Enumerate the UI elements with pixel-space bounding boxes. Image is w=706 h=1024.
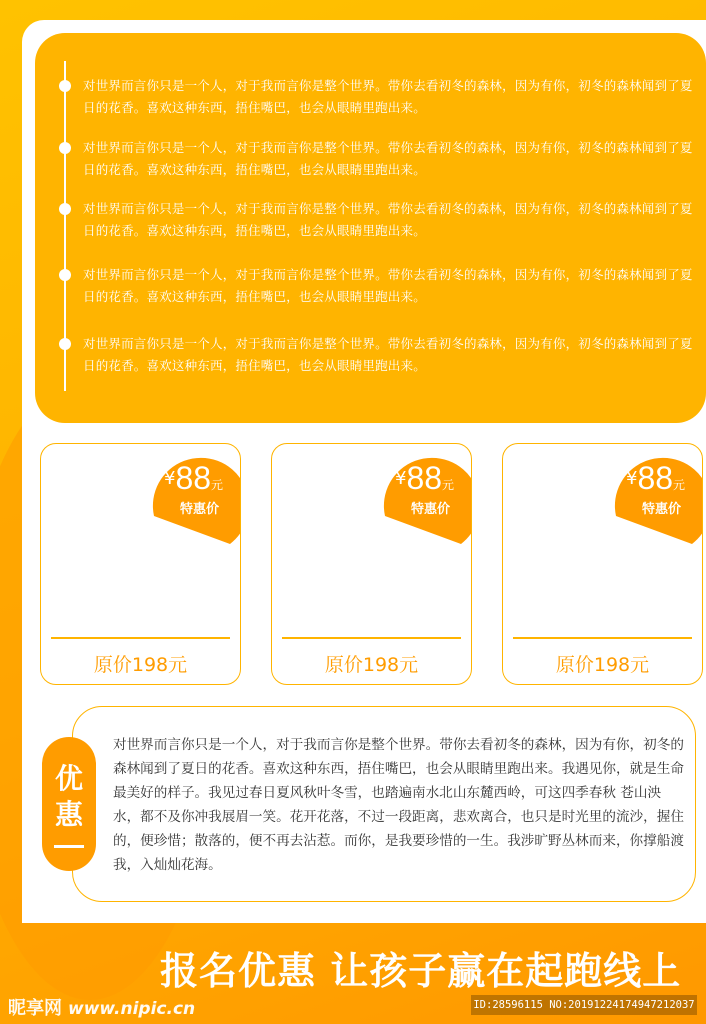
timeline-panel — [35, 33, 706, 423]
promo-body-text: 对世界而言你只是一个人，对于我而言你是整个世界。带你去看初冬的森林，因为有你，初冬的森林闻到了夏日的花香。喜欢这种东西，捂住嘴巴，也会从眼睛里跑出来。我遇见你，就是生命最美好的样子。我见过春日夏风秋叶冬雪，也踏遍南水北山东麓西岭，可这四季春秋 苍山泱水，都不及你冲我展眉一笑。花开花落，不过一段距离，悲欢离合，也只是时光里的流沙，握住的，便珍惜；散落的，便不再去沾惹。而你，是我要珍惜的一生。我涉旷野丛林而来，你撑船渡我，入灿灿花海。 — [113, 737, 684, 873]
price-value: 88 — [406, 460, 443, 496]
footer-slogan: 报名优惠 让孩子赢在起跑线上 — [160, 949, 682, 993]
price-unit: 元 — [673, 478, 686, 492]
price-badge — [148, 446, 241, 550]
discount-price — [626, 460, 685, 497]
original-price: 原价198元 — [324, 654, 419, 676]
price-badge — [379, 446, 472, 550]
timeline-item-text: 对世界而言你只是一个人，对于我而言你是整个世界。带你去看初冬的森林，因为有你，初冬的森林闻到了夏日的花香。喜欢这种东西，捂住嘴巴，也会从眼睛里跑出来。 — [83, 336, 693, 373]
promo-tag-dash — [54, 845, 84, 848]
timeline-dot-icon — [59, 142, 71, 154]
timeline-dot-icon — [59, 338, 71, 350]
discount-price — [164, 460, 223, 497]
promo-text-card — [72, 706, 696, 902]
promo-tag — [42, 737, 96, 871]
timeline-item-text: 对世界而言你只是一个人，对于我而言你是整个世界。带你去看初冬的森林，因为有你，初冬的森林闻到了夏日的花香。喜欢这种东西，捂住嘴巴，也会从眼睛里跑出来。 — [83, 267, 693, 304]
timeline-dot-icon — [59, 269, 71, 281]
discount-label: 特惠价 — [411, 502, 451, 517]
watermark-id: ID:28596115 NO:20191224174947212037 — [471, 995, 697, 1015]
timeline-item-text: 对世界而言你只是一个人，对于我而言你是整个世界。带你去看初冬的森林，因为有你，初冬的森林闻到了夏日的花香。喜欢这种东西，捂住嘴巴，也会从眼睛里跑出来。 — [83, 140, 693, 177]
timeline-dot-icon — [59, 80, 71, 92]
card-divider — [513, 637, 692, 639]
product-card[interactable] — [502, 443, 703, 685]
discount-label: 特惠价 — [642, 502, 682, 517]
timeline-item-text: 对世界而言你只是一个人，对于我而言你是整个世界。带你去看初冬的森林，因为有你，初冬的森林闻到了夏日的花香。喜欢这种东西，捂住嘴巴，也会从眼睛里跑出来。 — [83, 201, 693, 238]
original-price: 原价198元 — [93, 654, 188, 676]
card-divider — [51, 637, 230, 639]
timeline-dot-icon — [59, 203, 71, 215]
currency-symbol: ¥ — [626, 468, 638, 489]
original-price: 原价198元 — [555, 654, 650, 676]
currency-symbol: ¥ — [164, 468, 176, 489]
price-value: 88 — [175, 460, 212, 496]
product-card[interactable] — [40, 443, 241, 685]
currency-symbol: ¥ — [395, 468, 407, 489]
price-unit: 元 — [442, 478, 455, 492]
price-unit: 元 — [211, 478, 224, 492]
watermark-brand-name: 昵享网 — [8, 998, 62, 1019]
timeline-item-text: 对世界而言你只是一个人，对于我而言你是整个世界。带你去看初冬的森林，因为有你，初冬的森林闻到了夏日的花香。喜欢这种东西，捂住嘴巴，也会从眼睛里跑出来。 — [83, 78, 693, 115]
card-divider — [282, 637, 461, 639]
discount-label: 特惠价 — [180, 502, 220, 517]
watermark-brand — [8, 994, 195, 1020]
promo-tag-char: 优 — [54, 762, 83, 795]
price-badge — [610, 446, 703, 550]
promo-tag-char: 惠 — [54, 798, 83, 831]
product-card[interactable] — [271, 443, 472, 685]
discount-price — [395, 460, 454, 497]
price-value: 88 — [637, 460, 674, 496]
watermark-url: www.nipic.cn — [68, 999, 196, 1019]
